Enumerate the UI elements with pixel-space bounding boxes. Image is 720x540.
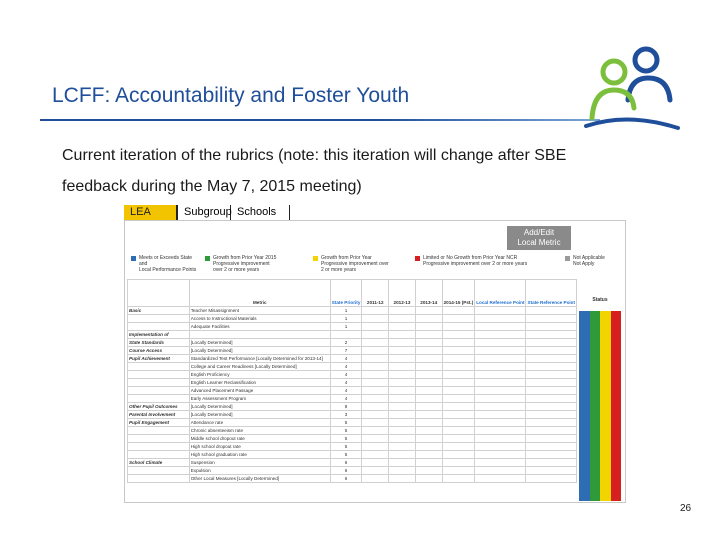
row-metric-cell: Standardized Test Performance [Locally Determined for 2013-14]	[189, 355, 330, 363]
row-metric-cell: High school dropout rate	[189, 443, 330, 451]
row-metric-cell: Attendance rate	[189, 419, 330, 427]
row-year-cell	[389, 435, 416, 443]
row-category-cell: Other Pupil Outcomes	[128, 403, 190, 411]
legend-swatch-gray	[565, 256, 570, 261]
row-priority-cell: 4	[330, 371, 362, 379]
row-year-cell	[362, 475, 389, 483]
row-year-cell	[362, 395, 389, 403]
add-button-line-2: Local Metric	[517, 238, 561, 247]
table-row	[128, 403, 577, 411]
table-row	[128, 387, 577, 395]
row-category-cell	[128, 315, 190, 323]
row-category-cell	[128, 467, 190, 475]
row-metric-cell: Adequate Facilities	[189, 323, 330, 331]
row-year-cell	[389, 347, 416, 355]
table-row	[128, 347, 577, 355]
row-category-cell: Pupil Engagement	[128, 419, 190, 427]
row-priority-cell: 6	[330, 475, 362, 483]
row-year-cell	[415, 363, 442, 371]
row-state-cell	[526, 419, 577, 427]
row-year-cell	[442, 371, 475, 379]
row-metric-cell: Early Assessment Program	[189, 395, 330, 403]
row-state-cell	[526, 379, 577, 387]
row-priority-cell: 5	[330, 451, 362, 459]
row-category-cell	[128, 435, 190, 443]
row-local-cell	[475, 475, 526, 483]
row-year-cell	[442, 347, 475, 355]
status-color-band	[579, 311, 590, 501]
row-local-cell	[475, 443, 526, 451]
row-priority-cell: 4	[330, 387, 362, 395]
row-year-cell	[362, 435, 389, 443]
row-local-cell	[475, 355, 526, 363]
row-priority-cell: 3	[330, 411, 362, 419]
row-state-cell	[526, 435, 577, 443]
row-local-cell	[475, 395, 526, 403]
row-category-cell	[128, 451, 190, 459]
legend-swatch-yellow	[313, 256, 318, 261]
row-local-cell	[475, 347, 526, 355]
row-metric-cell: Expulsion	[189, 467, 330, 475]
add-button-line-1: Add/Edit	[523, 228, 555, 237]
row-state-cell	[526, 395, 577, 403]
legend-text: Limited or No Growth from Prior Year NCR	[423, 255, 518, 261]
row-state-cell	[526, 331, 577, 339]
row-year-cell	[362, 331, 389, 339]
row-year-cell	[415, 323, 442, 331]
tab-subgroup[interactable]: Subgroup	[177, 205, 231, 220]
table-row	[128, 323, 577, 331]
row-state-cell	[526, 475, 577, 483]
title-underline	[40, 119, 600, 121]
subtitle-line-1: Current iteration of the rubrics (note: this iteration will change after SBE	[62, 147, 567, 164]
row-metric-cell: [Locally Determined]	[189, 339, 330, 347]
row-metric-cell: [Locally Determined]	[189, 411, 330, 419]
row-priority-cell: 4	[330, 395, 362, 403]
row-year-cell	[442, 411, 475, 419]
row-year-cell	[442, 339, 475, 347]
row-year-cell	[389, 339, 416, 347]
row-priority-cell: 1	[330, 307, 362, 315]
row-category-cell	[128, 363, 190, 371]
table-row	[128, 475, 577, 483]
row-year-cell	[415, 459, 442, 467]
page-number: 26	[680, 503, 692, 514]
row-year-cell	[415, 443, 442, 451]
row-state-cell	[526, 323, 577, 331]
row-year-cell	[389, 427, 416, 435]
row-year-cell	[362, 467, 389, 475]
row-priority-cell: 5	[330, 435, 362, 443]
row-year-cell	[362, 363, 389, 371]
col-metric: Metric	[189, 280, 330, 307]
row-year-cell	[389, 379, 416, 387]
row-metric-cell	[189, 331, 330, 339]
row-local-cell	[475, 459, 526, 467]
table-row	[128, 315, 577, 323]
row-year-cell	[389, 387, 416, 395]
row-local-cell	[475, 363, 526, 371]
row-category-cell: Parental Involvement	[128, 411, 190, 419]
col-year-2: 2012-13	[389, 280, 416, 307]
row-year-cell	[389, 371, 416, 379]
row-state-cell	[526, 427, 577, 435]
row-metric-cell: Middle school dropout rate	[189, 435, 330, 443]
row-category-cell: Course Access	[128, 347, 190, 355]
row-year-cell	[415, 427, 442, 435]
add-edit-local-metric-button[interactable]	[507, 226, 571, 250]
table-row	[128, 419, 577, 427]
row-priority-cell: 1	[330, 315, 362, 323]
col-status: Status	[592, 297, 608, 303]
row-year-cell	[442, 403, 475, 411]
col-year-4: 2014-15 (Pst.)	[442, 280, 475, 307]
row-year-cell	[362, 387, 389, 395]
legend-text: 2 or more years	[321, 267, 357, 273]
row-year-cell	[389, 411, 416, 419]
row-local-cell	[475, 419, 526, 427]
tab-schools[interactable]: Schools	[231, 205, 290, 220]
row-year-cell	[362, 323, 389, 331]
row-year-cell	[389, 395, 416, 403]
row-priority-cell: 1	[330, 323, 362, 331]
row-category-cell	[128, 371, 190, 379]
col-year-3: 2013-14	[415, 280, 442, 307]
row-priority-cell: 4	[330, 363, 362, 371]
row-year-cell	[362, 307, 389, 315]
row-year-cell	[442, 467, 475, 475]
row-state-cell	[526, 443, 577, 451]
row-year-cell	[442, 379, 475, 387]
row-priority-cell: 4	[330, 379, 362, 387]
rubric-spreadsheet	[124, 220, 626, 503]
row-year-cell	[442, 419, 475, 427]
table-row	[128, 427, 577, 435]
row-metric-cell: College and Career Readiness [Locally Determined]	[189, 363, 330, 371]
row-year-cell	[415, 475, 442, 483]
row-state-cell	[526, 355, 577, 363]
row-year-cell	[415, 331, 442, 339]
row-category-cell	[128, 443, 190, 451]
row-state-cell	[526, 315, 577, 323]
row-year-cell	[389, 419, 416, 427]
row-year-cell	[442, 435, 475, 443]
row-priority-cell: 5	[330, 427, 362, 435]
row-priority-cell: 5	[330, 443, 362, 451]
row-category-cell	[128, 379, 190, 387]
row-year-cell	[389, 315, 416, 323]
row-metric-cell: English Learner Reclassification	[189, 379, 330, 387]
row-year-cell	[442, 307, 475, 315]
row-local-cell	[475, 379, 526, 387]
row-state-cell	[526, 459, 577, 467]
row-state-cell	[526, 307, 577, 315]
row-year-cell	[442, 363, 475, 371]
rubric-body	[128, 307, 577, 483]
row-local-cell	[475, 427, 526, 435]
row-year-cell	[389, 459, 416, 467]
subtitle-line-2: feedback during the May 7, 2015 meeting)	[62, 178, 362, 195]
row-year-cell	[389, 403, 416, 411]
table-row	[128, 371, 577, 379]
row-state-cell	[526, 451, 577, 459]
row-state-cell	[526, 467, 577, 475]
row-year-cell	[389, 331, 416, 339]
row-metric-cell: [Locally Determined]	[189, 403, 330, 411]
row-year-cell	[415, 347, 442, 355]
row-year-cell	[442, 323, 475, 331]
row-year-cell	[389, 355, 416, 363]
table-row	[128, 355, 577, 363]
row-year-cell	[415, 451, 442, 459]
row-year-cell	[389, 323, 416, 331]
row-year-cell	[389, 467, 416, 475]
row-year-cell	[442, 459, 475, 467]
row-year-cell	[442, 387, 475, 395]
row-metric-cell: Suspension	[189, 459, 330, 467]
row-local-cell	[475, 339, 526, 347]
row-priority-cell: 2	[330, 339, 362, 347]
row-local-cell	[475, 315, 526, 323]
table-row	[128, 363, 577, 371]
row-year-cell	[362, 339, 389, 347]
row-state-cell	[526, 347, 577, 355]
row-year-cell	[415, 355, 442, 363]
row-year-cell	[415, 307, 442, 315]
row-state-cell	[526, 403, 577, 411]
row-category-cell: Pupil Achievement	[128, 355, 190, 363]
row-year-cell	[415, 371, 442, 379]
row-metric-cell: Advanced Placement Passage	[189, 387, 330, 395]
legend-swatch-green	[205, 256, 210, 261]
row-year-cell	[442, 331, 475, 339]
row-state-cell	[526, 339, 577, 347]
slide-subtitle	[62, 140, 662, 202]
row-year-cell	[442, 395, 475, 403]
row-category-cell: School Climate	[128, 459, 190, 467]
row-year-cell	[415, 315, 442, 323]
row-year-cell	[362, 403, 389, 411]
row-year-cell	[415, 435, 442, 443]
row-state-cell	[526, 387, 577, 395]
row-year-cell	[415, 395, 442, 403]
tab-lea[interactable]: LEA	[124, 205, 177, 220]
slide-title: LCFF: Accountability and Foster Youth	[52, 84, 410, 107]
table-row	[128, 379, 577, 387]
legend-text: Meets or Exceeds State and	[139, 255, 193, 267]
legend-item	[565, 255, 623, 277]
legend-swatch-red	[415, 256, 420, 261]
row-year-cell	[442, 315, 475, 323]
legend-text: Progressive improvement	[213, 261, 270, 267]
table-row	[128, 331, 577, 339]
row-year-cell	[415, 411, 442, 419]
legend-text: Not Apply	[573, 261, 595, 267]
row-year-cell	[362, 315, 389, 323]
row-local-cell	[475, 403, 526, 411]
row-category-cell	[128, 387, 190, 395]
row-year-cell	[442, 355, 475, 363]
legend-text: Growth from Prior Year	[321, 255, 372, 261]
row-year-cell	[362, 419, 389, 427]
row-year-cell	[415, 379, 442, 387]
row-local-cell	[475, 387, 526, 395]
row-year-cell	[442, 427, 475, 435]
row-category-cell	[128, 395, 190, 403]
legend-swatch-blue	[131, 256, 136, 261]
row-state-cell	[526, 371, 577, 379]
legend-text: Not Applicable	[573, 255, 605, 261]
row-category-cell	[128, 475, 190, 483]
legend-item	[415, 255, 555, 277]
row-year-cell	[362, 371, 389, 379]
col-state-reference: State Reference Point	[526, 280, 577, 307]
row-local-cell	[475, 467, 526, 475]
legend-text: Progressive improvement over 2 or more years	[423, 261, 528, 267]
row-category-cell: Basic	[128, 307, 190, 315]
rubric-grid	[127, 279, 623, 501]
row-local-cell	[475, 371, 526, 379]
row-year-cell	[362, 459, 389, 467]
row-priority-cell: 8	[330, 403, 362, 411]
row-category-cell: Implementation of	[128, 331, 190, 339]
legend-text: Progressive improvement over	[321, 261, 389, 267]
row-year-cell	[389, 475, 416, 483]
row-year-cell	[389, 307, 416, 315]
legend-item	[205, 255, 305, 277]
row-priority-cell: 6	[330, 459, 362, 467]
row-year-cell	[389, 443, 416, 451]
row-year-cell	[362, 411, 389, 419]
rubric-table	[127, 279, 577, 483]
row-year-cell	[389, 451, 416, 459]
row-local-cell	[475, 435, 526, 443]
table-row	[128, 339, 577, 347]
row-year-cell	[362, 443, 389, 451]
table-row	[128, 307, 577, 315]
row-local-cell	[475, 323, 526, 331]
row-category-cell: State Standards	[128, 339, 190, 347]
row-metric-cell: High school graduation rate	[189, 451, 330, 459]
table-row	[128, 435, 577, 443]
row-priority-cell: 5	[330, 419, 362, 427]
row-year-cell	[415, 403, 442, 411]
row-metric-cell: Other Local Measures [Locally Determined]	[189, 475, 330, 483]
legend-item	[131, 255, 197, 277]
row-year-cell	[362, 427, 389, 435]
row-year-cell	[415, 419, 442, 427]
legend-text: Growth from Prior Year 2015	[213, 255, 277, 261]
row-year-cell	[389, 363, 416, 371]
col-local-reference: Local Reference Point	[475, 280, 526, 307]
row-category-cell	[128, 427, 190, 435]
status-color-band	[600, 311, 611, 501]
legend-text: over 2 or more years	[213, 267, 260, 273]
table-row	[128, 459, 577, 467]
row-year-cell	[442, 475, 475, 483]
row-metric-cell: Chronic absenteeism rate	[189, 427, 330, 435]
status-color-band	[590, 311, 601, 501]
row-priority-cell: 4	[330, 355, 362, 363]
row-year-cell	[362, 347, 389, 355]
row-local-cell	[475, 451, 526, 459]
table-row	[128, 451, 577, 459]
table-header-row	[128, 280, 577, 307]
status-color-strip	[579, 311, 621, 501]
row-state-cell	[526, 363, 577, 371]
row-year-cell	[415, 387, 442, 395]
col-year-1: 2011-12	[362, 280, 389, 307]
row-local-cell	[475, 331, 526, 339]
row-category-cell	[128, 323, 190, 331]
row-metric-cell: Teacher Misassignment	[189, 307, 330, 315]
legend-item	[313, 255, 413, 277]
people-group-icon	[578, 42, 684, 134]
row-year-cell	[415, 339, 442, 347]
row-state-cell	[526, 411, 577, 419]
table-row	[128, 443, 577, 451]
row-year-cell	[362, 379, 389, 387]
table-row	[128, 467, 577, 475]
row-priority-cell: 7	[330, 347, 362, 355]
col-category	[128, 280, 190, 307]
row-metric-cell: Access to Instructional Materials	[189, 315, 330, 323]
row-year-cell	[362, 355, 389, 363]
row-metric-cell: [Locally Determined]	[189, 347, 330, 355]
status-color-band	[611, 311, 622, 501]
row-metric-cell: English Proficiency	[189, 371, 330, 379]
rubric-tabs	[124, 205, 290, 220]
row-priority-cell	[330, 331, 362, 339]
row-local-cell	[475, 411, 526, 419]
legend-text: Local Performance Points	[139, 267, 197, 273]
table-row	[128, 395, 577, 403]
table-row	[128, 411, 577, 419]
row-year-cell	[442, 443, 475, 451]
col-priority: State Priority	[330, 280, 362, 307]
row-year-cell	[415, 467, 442, 475]
row-local-cell	[475, 307, 526, 315]
row-priority-cell: 6	[330, 467, 362, 475]
row-year-cell	[442, 451, 475, 459]
row-year-cell	[362, 451, 389, 459]
